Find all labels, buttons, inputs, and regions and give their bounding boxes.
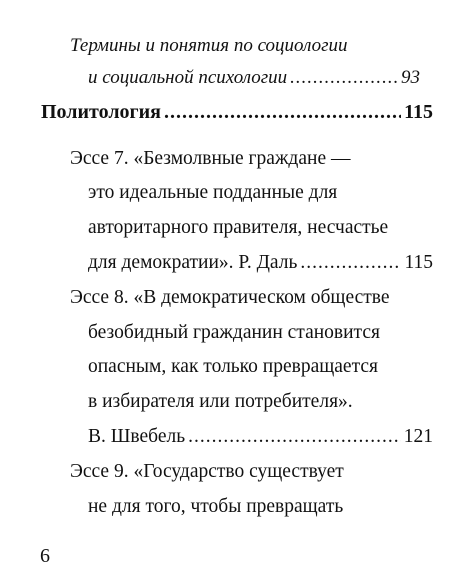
toc-subsection-terms-entry [88,66,420,90]
toc-essay8-line5: В. Швебель [88,426,186,447]
toc-essay8-line1: Эссе 8. «В демократическом обществе [70,287,390,308]
leader-dots [300,251,401,275]
toc-essay7-entry [88,251,433,275]
toc-essay8-entry [88,425,433,449]
leader-dots [188,425,401,449]
page-number: 6 [40,545,50,567]
toc-page-ref: 115 [404,252,433,273]
toc-essay8-line3: опасным, как только превращается [88,356,378,377]
toc-page-ref: 115 [404,101,433,123]
toc-essay7-line3: авторитарного правителя, несчастье [88,217,389,238]
toc-page-ref: 121 [403,426,433,447]
leader-dots [290,66,398,90]
toc-page-ref: 93 [401,67,420,88]
toc-essay7-line4: для демократии». Р. Даль [88,252,298,273]
toc-section-title: Политология [41,101,161,123]
toc-subsection-terms-line1: Термины и понятия по социологии [70,35,348,56]
leader-dots [164,100,401,124]
toc-essay8-line2: безобидный гражданин становится [88,322,380,343]
toc-essay9-line2: не для того, чтобы превращать [88,496,344,517]
toc-essay7-line1: Эссе 7. «Безмолвные граждане — [70,148,351,169]
toc-essay9-line1: Эссе 9. «Государство существует [70,461,344,482]
toc-essay8-line4: в избирателя или потребителя». [88,391,353,412]
toc-section-politology [41,100,433,124]
toc-subsection-terms-line2: и социальной психологии [88,67,288,88]
toc-essay7-line2: это идеальные подданные для [88,182,338,203]
